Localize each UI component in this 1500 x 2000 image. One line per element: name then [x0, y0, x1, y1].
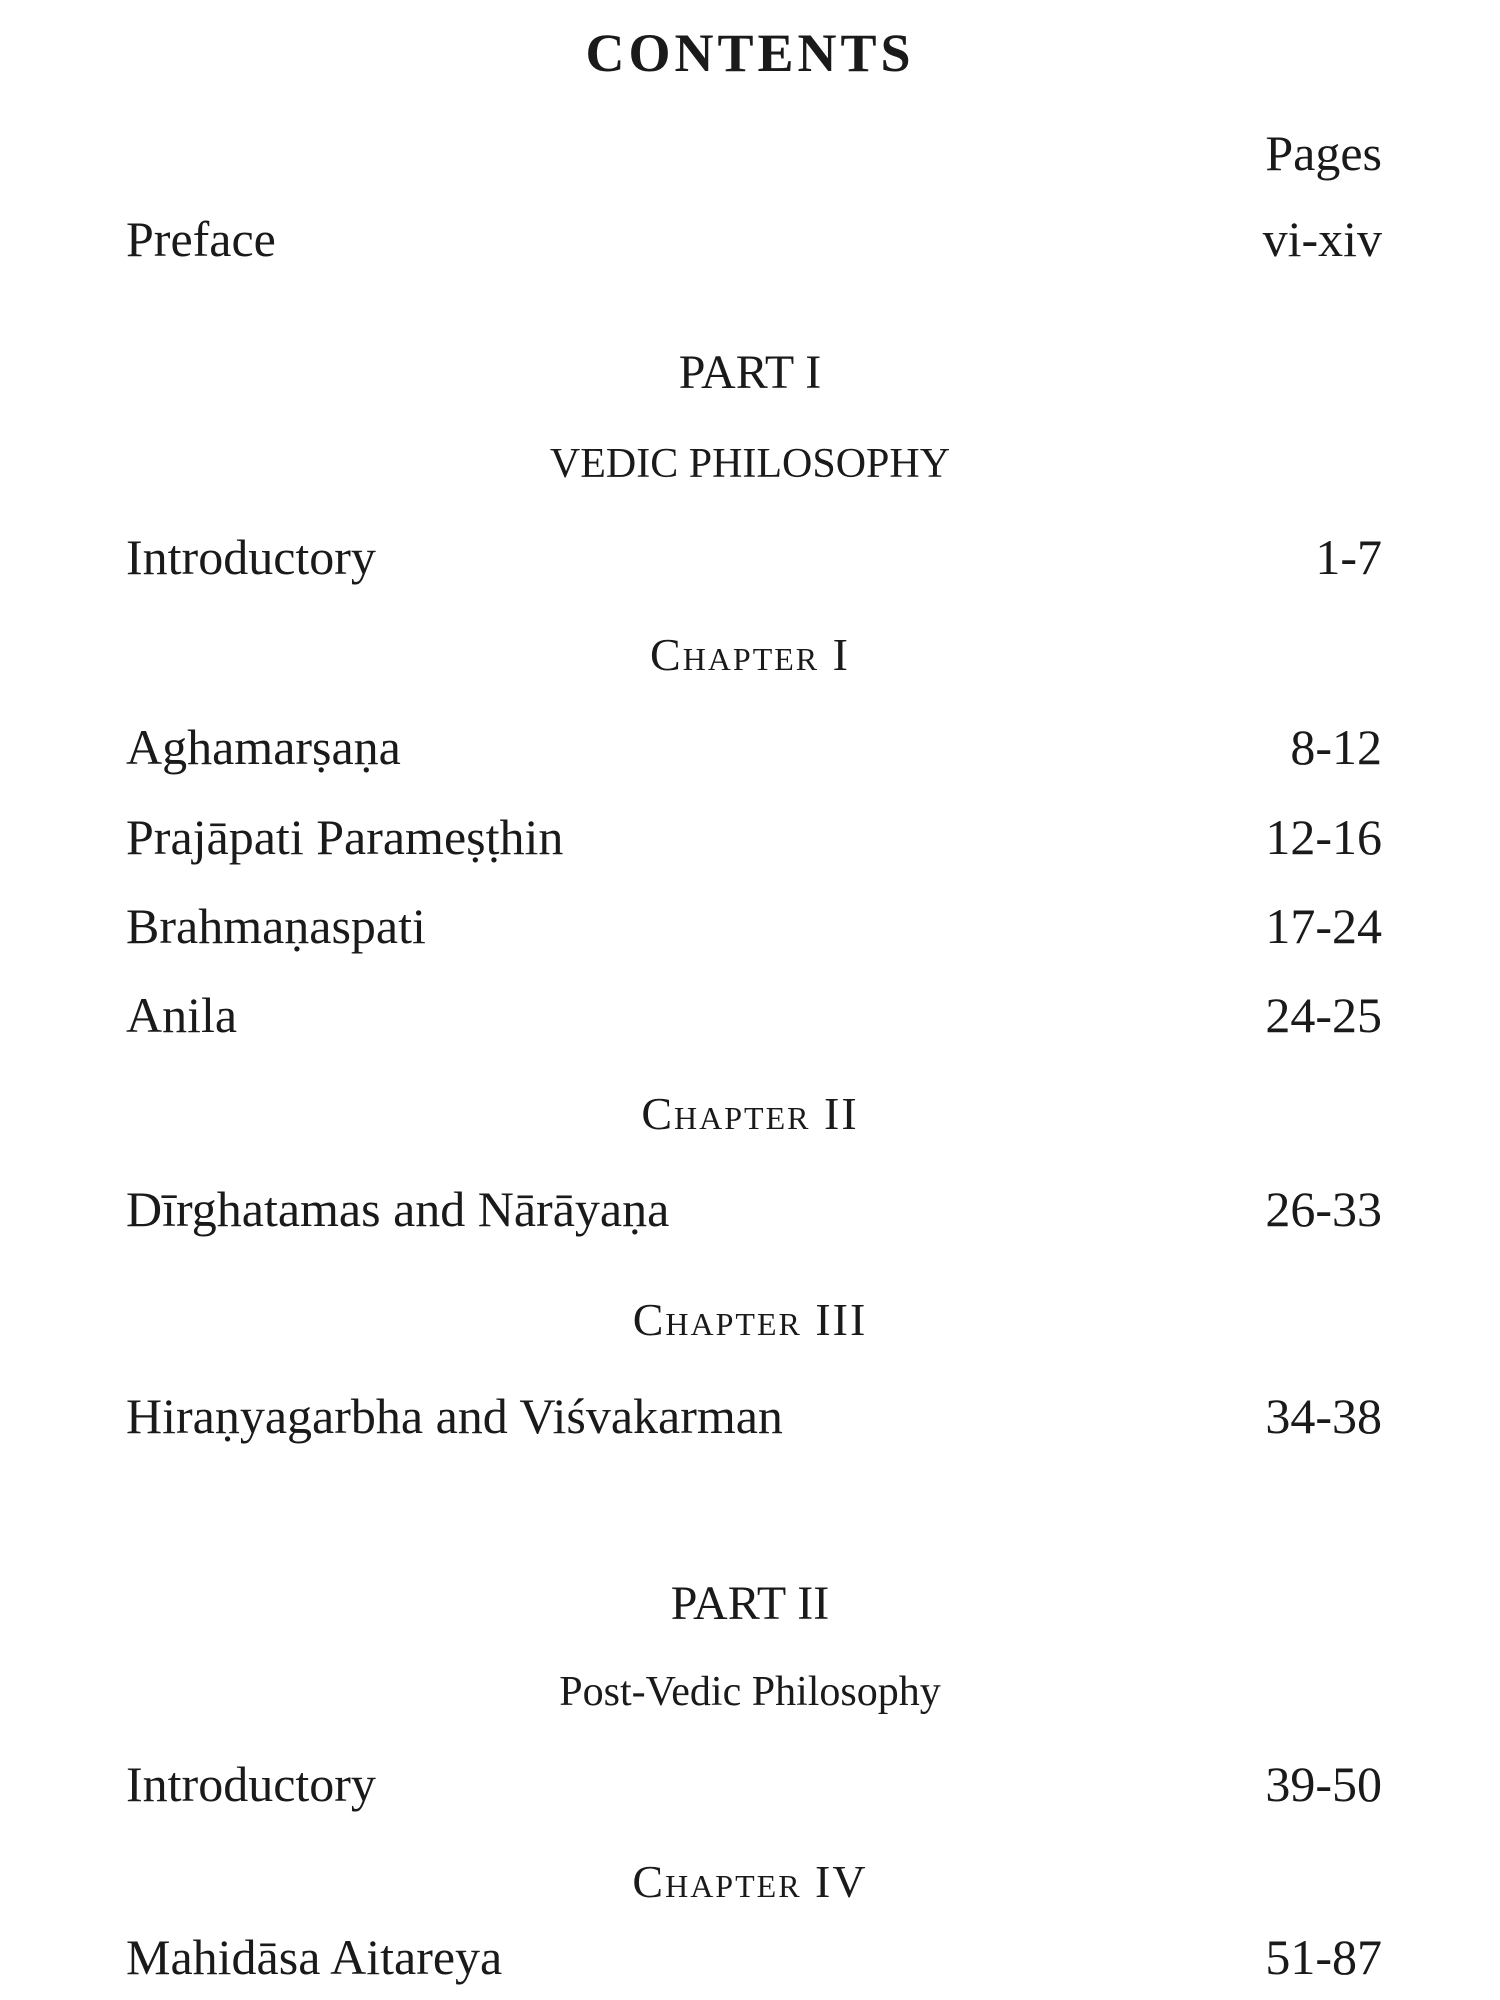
toc-row — [126, 986, 1382, 1050]
toc-row-part2-introductory — [126, 1755, 1382, 1819]
toc-row — [126, 897, 1382, 961]
toc-entry-label: Introductory — [126, 529, 376, 585]
toc-entry-pages: 51-87 — [1265, 1929, 1382, 1985]
toc-entry-pages: 12-16 — [1265, 809, 1382, 865]
part-2-subtitle: Post-Vedic Philosophy — [559, 1669, 941, 1715]
toc-entry-label: Preface — [126, 211, 276, 267]
toc-entry-pages: 39-50 — [1265, 1756, 1382, 1812]
toc-entry-pages: 1-7 — [1315, 529, 1382, 585]
toc-row — [126, 1387, 1382, 1451]
toc-entry-pages: 34-38 — [1265, 1388, 1382, 1444]
part-1-title: PART I — [678, 346, 822, 399]
chapter-1-heading: Chapter I — [650, 629, 850, 680]
toc-entry-pages: 26-33 — [1265, 1181, 1382, 1237]
toc-entry-pages: 8-12 — [1290, 719, 1382, 775]
toc-entry-label: Dīrghatamas and Nārāyaṇa — [126, 1181, 670, 1237]
chapter-2-heading: Chapter II — [641, 1088, 859, 1139]
part-2-title: PART II — [670, 1577, 830, 1630]
page-title: CONTENTS — [585, 23, 915, 83]
toc-row — [126, 1180, 1382, 1244]
toc-entry-label: Hiraṇyagarbha and Viśvakarman — [126, 1388, 783, 1444]
toc-entry-label: Brahmaṇaspati — [126, 898, 426, 954]
toc-entry-label: Introductory — [126, 1756, 376, 1812]
toc-entry-label: Prajāpati Parameṣṭhin — [126, 809, 564, 865]
pages-column-header: Pages — [1265, 125, 1382, 181]
chapter-4-heading: Chapter IV — [632, 1856, 868, 1907]
toc-entry-pages: 24-25 — [1265, 987, 1382, 1043]
toc-row — [126, 808, 1382, 872]
toc-entry-label: Aghamarṣaṇa — [126, 719, 401, 775]
toc-entry-pages: vi-xiv — [1262, 211, 1382, 267]
toc-row — [126, 718, 1382, 782]
part-1-subtitle: VEDIC PHILOSOPHY — [549, 441, 951, 487]
toc-entry-label: Mahidāsa Aitareya — [126, 1929, 503, 1985]
chapter-3-heading: Chapter III — [632, 1294, 868, 1345]
toc-row-preface — [126, 210, 1382, 274]
toc-row — [126, 1928, 1382, 1992]
toc-entry-pages: 17-24 — [1265, 898, 1382, 954]
toc-row-part1-introductory — [126, 528, 1382, 592]
toc-entry-label: Anila — [126, 987, 238, 1043]
